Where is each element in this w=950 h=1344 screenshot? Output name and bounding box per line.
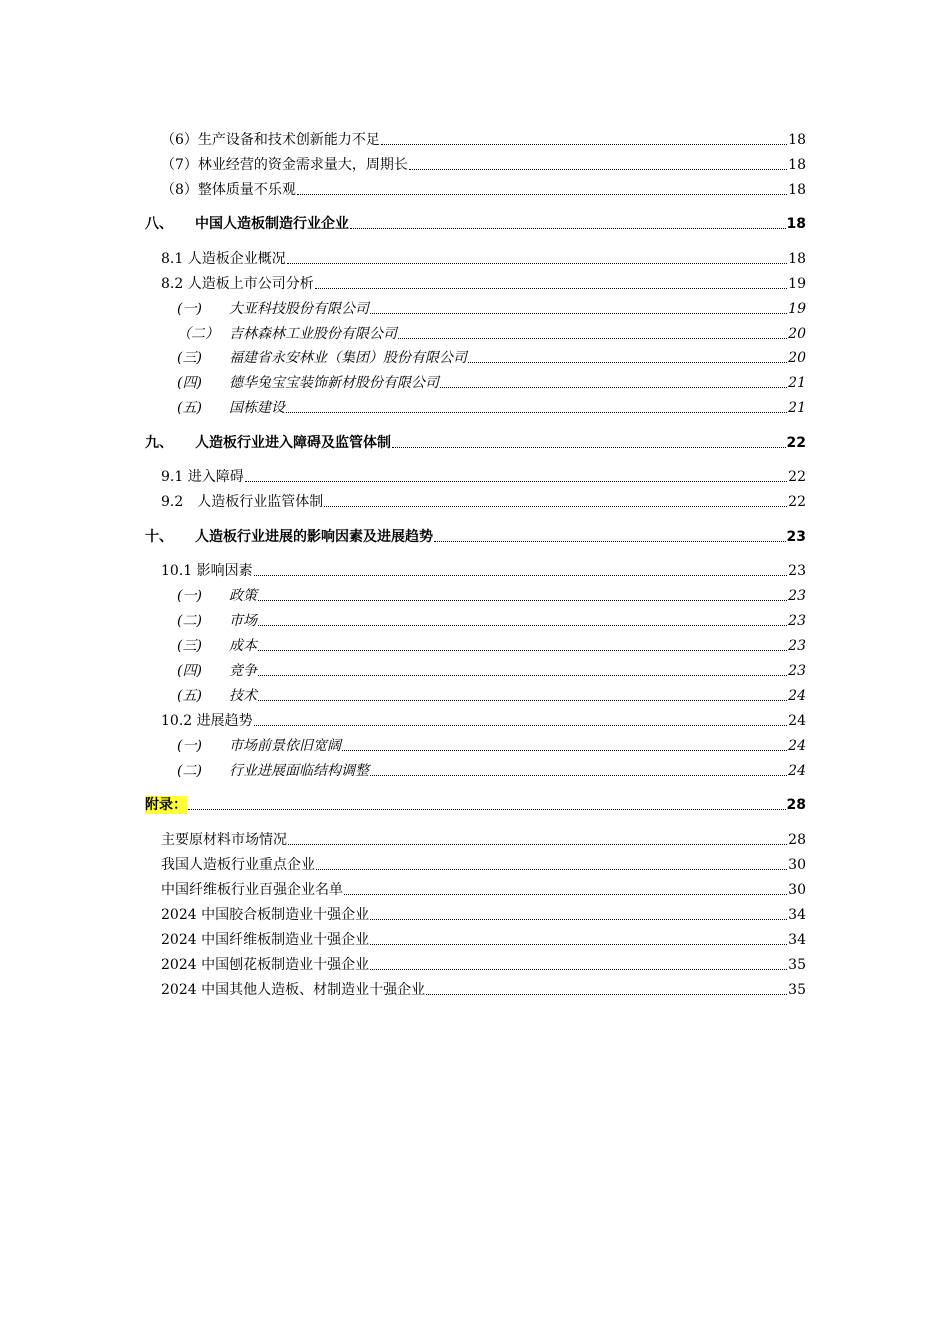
toc-entry[interactable] bbox=[177, 608, 806, 630]
toc-entry-title: 9.1 进入障碍 bbox=[161, 469, 244, 485]
toc-page-number: 23 bbox=[788, 663, 806, 679]
toc-page-number: 23 bbox=[788, 563, 806, 579]
toc-page-number: 22 bbox=[788, 469, 806, 485]
toc-entry[interactable] bbox=[177, 633, 806, 655]
toc-entry-number: 九、 bbox=[145, 435, 173, 451]
toc-entry-title: 10.1 影响因素 bbox=[161, 563, 253, 579]
toc-page-number: 35 bbox=[788, 957, 806, 973]
toc-entry[interactable] bbox=[161, 927, 806, 949]
toc-leader-dots bbox=[324, 506, 787, 507]
toc-leader-dots bbox=[258, 600, 787, 601]
toc-entry[interactable] bbox=[161, 852, 806, 874]
toc-entry-number: (一) bbox=[177, 738, 202, 754]
toc-entry-title: 竞争 bbox=[229, 663, 257, 679]
toc-entry[interactable] bbox=[161, 977, 806, 999]
toc-page-number: 30 bbox=[788, 857, 806, 873]
toc-entry-title: 我国人造板行业重点企业 bbox=[161, 857, 315, 873]
toc-leader-dots bbox=[440, 387, 787, 388]
toc-leader-dots bbox=[370, 969, 787, 970]
toc-entry[interactable] bbox=[161, 152, 806, 174]
toc-entry-title: （7）林业经营的资金需求量大，周期长 bbox=[161, 157, 408, 173]
toc-leader-dots bbox=[188, 809, 786, 810]
toc-entry[interactable] bbox=[177, 395, 806, 417]
toc-entry-title: 德华兔宝宝装饰新材股份有限公司 bbox=[229, 375, 439, 391]
toc-entry-title: 福建省永安林业（集团）股份有限公司 bbox=[229, 350, 467, 366]
toc-page-number: 18 bbox=[788, 251, 806, 267]
toc-entry-number: （二） bbox=[177, 326, 219, 342]
toc-entry-title: 2024 中国胶合板制造业十强企业 bbox=[161, 907, 370, 923]
toc-leader-dots bbox=[392, 447, 786, 448]
toc-entry-title: 市场前景依旧宽阔 bbox=[229, 738, 341, 754]
toc-page-number: 23 bbox=[788, 588, 806, 604]
toc-leader-dots bbox=[370, 919, 787, 920]
toc-entry[interactable] bbox=[161, 464, 806, 486]
toc-page-number: 35 bbox=[788, 982, 806, 998]
toc-entry-title: 2024 中国刨花板制造业十强企业 bbox=[161, 957, 370, 973]
toc-page-number: 18 bbox=[788, 157, 806, 173]
toc-entry[interactable] bbox=[161, 271, 806, 293]
toc-entry[interactable] bbox=[177, 658, 806, 680]
toc-entry-title: 8.1 人造板企业概况 bbox=[161, 251, 286, 267]
toc-leader-dots bbox=[381, 144, 787, 145]
toc-leader-dots bbox=[258, 650, 787, 651]
toc-page-number: 30 bbox=[788, 882, 806, 898]
toc-page-number: 22 bbox=[786, 435, 806, 451]
toc-page-number: 28 bbox=[786, 797, 806, 813]
toc-page-number: 21 bbox=[788, 400, 806, 416]
toc-entry-title: 市场 bbox=[229, 613, 257, 629]
toc-entry[interactable] bbox=[177, 683, 806, 705]
toc-page-number: 24 bbox=[788, 738, 806, 754]
toc-entry[interactable] bbox=[177, 758, 806, 780]
toc-entry-number: (一) bbox=[177, 588, 202, 604]
toc-entry-title: 行业进展面临结构调整 bbox=[229, 763, 369, 779]
toc-leader-dots bbox=[370, 313, 787, 314]
toc-page-number: 34 bbox=[788, 907, 806, 923]
toc-page-number: 18 bbox=[788, 132, 806, 148]
toc-leader-dots bbox=[254, 575, 788, 576]
toc-entry[interactable] bbox=[161, 952, 806, 974]
toc-entry[interactable] bbox=[161, 489, 806, 511]
toc-page-number: 19 bbox=[788, 276, 806, 292]
toc-entry[interactable] bbox=[145, 211, 806, 233]
toc-entry[interactable] bbox=[145, 524, 806, 546]
toc-leader-dots bbox=[344, 894, 787, 895]
toc-leader-dots bbox=[342, 750, 787, 751]
toc-leader-dots bbox=[370, 944, 787, 945]
toc-page-number: 34 bbox=[788, 932, 806, 948]
toc-leader-dots bbox=[254, 725, 788, 726]
toc-entry-title: 主要原材料市场情况 bbox=[161, 832, 287, 848]
toc-page-number: 24 bbox=[788, 763, 806, 779]
toc-entry-title: 政策 bbox=[229, 588, 257, 604]
toc-entry[interactable] bbox=[177, 583, 806, 605]
toc-leader-dots bbox=[258, 625, 787, 626]
toc-entry-title: 国栋建设 bbox=[229, 400, 285, 416]
toc-entry[interactable] bbox=[161, 558, 806, 580]
toc-entry-title: 10.2 进展趋势 bbox=[161, 713, 253, 729]
toc-entry-number: (五) bbox=[177, 688, 202, 704]
toc-page-number: 20 bbox=[788, 350, 806, 366]
toc-entry-title: 成本 bbox=[229, 638, 257, 654]
toc-entry-title: 2024 中国其他人造板、材制造业十强企业 bbox=[161, 982, 426, 998]
toc-page-number: 18 bbox=[786, 216, 806, 232]
toc-entry-title: 人造板行业进入障碍及监管体制 bbox=[195, 435, 391, 451]
toc-leader-dots bbox=[434, 541, 786, 542]
toc-page-number: 24 bbox=[788, 688, 806, 704]
toc-entry-number: (四) bbox=[177, 663, 202, 679]
toc-entry[interactable] bbox=[145, 430, 806, 452]
toc-entry[interactable] bbox=[161, 877, 806, 899]
toc-entry[interactable] bbox=[177, 296, 806, 318]
toc-entry-title: （6）生产设备和技术创新能力不足 bbox=[161, 132, 380, 148]
toc-page-number: 22 bbox=[788, 494, 806, 510]
toc-page-number: 23 bbox=[786, 529, 806, 545]
toc-page-number: 23 bbox=[788, 613, 806, 629]
toc-leader-dots bbox=[409, 169, 787, 170]
toc-leader-dots bbox=[350, 228, 786, 229]
toc-leader-dots bbox=[258, 675, 787, 676]
toc-page-number: 23 bbox=[788, 638, 806, 654]
toc-entry-title: 2024 中国纤维板制造业十强企业 bbox=[161, 932, 370, 948]
toc-entry-title: 大亚科技股份有限公司 bbox=[229, 301, 369, 317]
toc-entry-number: (四) bbox=[177, 375, 202, 391]
toc-entry-title: （8）整体质量不乐观 bbox=[161, 182, 296, 198]
toc-leader-dots bbox=[288, 844, 787, 845]
toc-page-number: 20 bbox=[788, 326, 806, 342]
toc-entry-title: 附录： bbox=[145, 797, 187, 813]
toc-entry-title: 中国人造板制造行业企业 bbox=[195, 216, 349, 232]
toc-leader-dots bbox=[245, 481, 787, 482]
toc-leader-dots bbox=[316, 869, 787, 870]
toc-entry[interactable] bbox=[161, 827, 806, 849]
toc-leader-dots bbox=[286, 412, 787, 413]
toc-page-number: 21 bbox=[788, 375, 806, 391]
toc-page-number: 24 bbox=[788, 713, 806, 729]
toc-entry[interactable] bbox=[177, 733, 806, 755]
toc-leader-dots bbox=[468, 362, 787, 363]
toc-entry-number: (二) bbox=[177, 763, 202, 779]
toc-entry-title: 技术 bbox=[229, 688, 257, 704]
toc-entry-title: 吉林森林工业股份有限公司 bbox=[229, 326, 397, 342]
toc-page-number: 18 bbox=[788, 182, 806, 198]
toc-entry-number: (五) bbox=[177, 400, 202, 416]
toc-entry-number: (三) bbox=[177, 350, 202, 366]
toc-entry[interactable] bbox=[177, 345, 806, 367]
toc-entry-number: (二) bbox=[177, 613, 202, 629]
toc-entry[interactable] bbox=[161, 902, 806, 924]
toc-leader-dots bbox=[370, 775, 787, 776]
toc-entry[interactable] bbox=[177, 321, 806, 343]
toc-entry[interactable] bbox=[145, 792, 806, 814]
toc-entry[interactable] bbox=[161, 708, 806, 730]
toc-leader-dots bbox=[315, 288, 787, 289]
toc-entry-number: (一) bbox=[177, 301, 202, 317]
toc-entry[interactable] bbox=[161, 127, 806, 149]
toc-page-number: 19 bbox=[788, 301, 806, 317]
toc-entry-number: (三) bbox=[177, 638, 202, 654]
toc-leader-dots bbox=[287, 263, 787, 264]
toc-leader-dots bbox=[297, 194, 787, 195]
toc-entry-number: 十、 bbox=[145, 529, 173, 545]
toc-leader-dots bbox=[258, 700, 787, 701]
toc-entry-number: 八、 bbox=[145, 216, 173, 232]
toc-entry-title: 9.2 人造板行业监管体制 bbox=[161, 494, 324, 510]
toc-page-number: 28 bbox=[788, 832, 806, 848]
toc-entry[interactable] bbox=[161, 177, 806, 199]
toc-entry-title: 中国纤维板行业百强企业名单 bbox=[161, 882, 343, 898]
toc-leader-dots bbox=[426, 994, 787, 995]
toc-leader-dots bbox=[398, 338, 787, 339]
toc-entry-title: 人造板行业进展的影响因素及进展趋势 bbox=[195, 529, 433, 545]
toc-entry[interactable] bbox=[161, 246, 806, 268]
toc-entry-title: 8.2 人造板上市公司分析 bbox=[161, 276, 314, 292]
toc-entry[interactable] bbox=[177, 370, 806, 392]
